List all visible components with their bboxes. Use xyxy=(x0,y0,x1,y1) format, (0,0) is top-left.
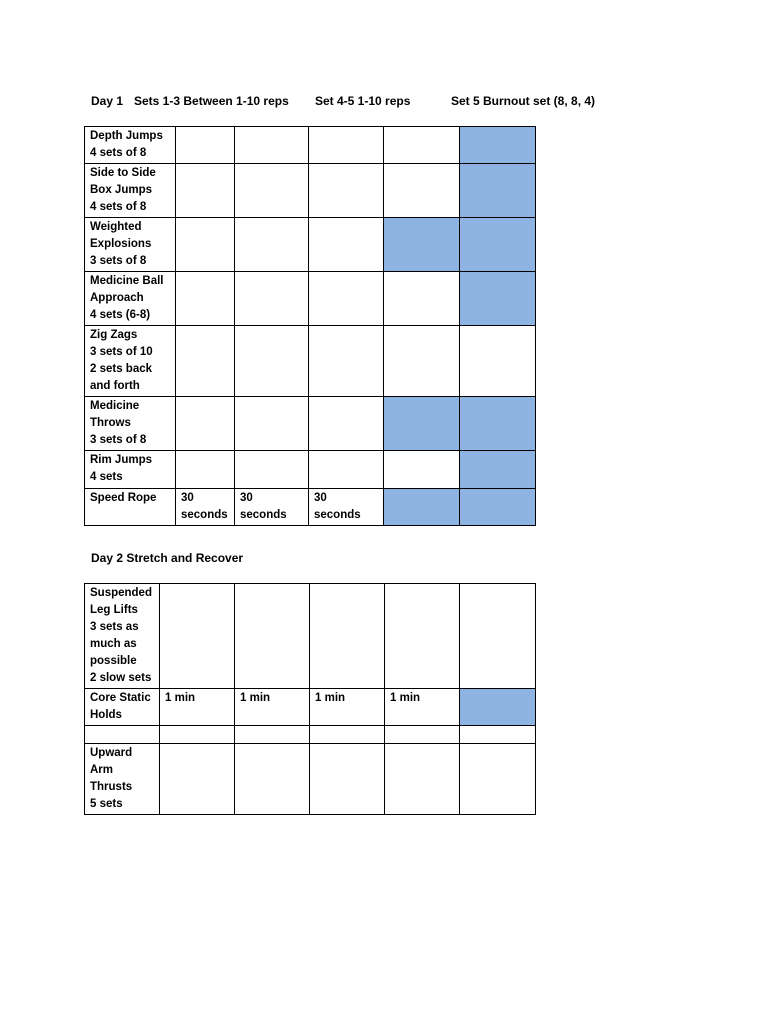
exercise-label: Rim Jumps 4 sets xyxy=(85,451,176,489)
exercise-label: Speed Rope xyxy=(85,489,176,526)
day1-heading xyxy=(91,94,611,110)
exercise-label: Medicine Ball Approach 4 sets (6-8) xyxy=(85,272,176,326)
set-cell xyxy=(384,164,460,218)
table-row xyxy=(85,397,536,451)
set-cell xyxy=(460,744,536,815)
set-cell xyxy=(235,326,309,397)
table-row xyxy=(85,584,536,689)
set-cell xyxy=(309,326,384,397)
set-cell xyxy=(385,726,460,744)
set-cell xyxy=(310,744,385,815)
set-cell xyxy=(384,218,460,272)
set-cell xyxy=(460,272,536,326)
set-cell: 1 min xyxy=(160,689,235,726)
set-cell: 30 seconds xyxy=(309,489,384,526)
set-cell: 1 min xyxy=(385,689,460,726)
set-cell xyxy=(460,726,536,744)
table-row xyxy=(85,451,536,489)
table-row xyxy=(85,218,536,272)
set-cell: 30 seconds xyxy=(235,489,309,526)
set-cell xyxy=(460,127,536,164)
exercise-label: Suspended Leg Lifts 3 sets as much as possible 2 slow sets xyxy=(85,584,160,689)
day1-label: Day 1 xyxy=(91,94,124,108)
set-cell xyxy=(176,272,235,326)
table-row xyxy=(85,272,536,326)
set-cell xyxy=(460,489,536,526)
set-cell xyxy=(176,218,235,272)
set-cell xyxy=(235,584,310,689)
set-cell xyxy=(235,218,309,272)
exercise-label: Weighted Explosions 3 sets of 8 xyxy=(85,218,176,272)
set-cell xyxy=(384,127,460,164)
set-cell xyxy=(176,397,235,451)
set-cell xyxy=(385,744,460,815)
exercise-label: Depth Jumps 4 sets of 8 xyxy=(85,127,176,164)
set-cell xyxy=(460,164,536,218)
table-row xyxy=(85,726,536,744)
set-cell xyxy=(160,744,235,815)
set-cell xyxy=(460,218,536,272)
set-cell xyxy=(309,218,384,272)
exercise-label: Core Static Holds xyxy=(85,689,160,726)
set-cell xyxy=(235,726,310,744)
set-cell xyxy=(384,489,460,526)
table-row xyxy=(85,744,536,815)
set-cell xyxy=(384,272,460,326)
set-cell xyxy=(460,689,536,726)
set-cell xyxy=(309,272,384,326)
day2-workout-table xyxy=(84,583,536,815)
set-cell xyxy=(309,397,384,451)
exercise-label: Medicine Throws 3 sets of 8 xyxy=(85,397,176,451)
set-cell xyxy=(235,272,309,326)
set-cell xyxy=(176,164,235,218)
set-cell xyxy=(460,584,536,689)
set-cell xyxy=(160,584,235,689)
set-cell xyxy=(385,584,460,689)
set-cell xyxy=(310,726,385,744)
set-cell xyxy=(384,451,460,489)
set-cell: 1 min xyxy=(235,689,310,726)
table-row xyxy=(85,127,536,164)
set-cell xyxy=(309,127,384,164)
sets-4-5-label: Set 4-5 1-10 reps xyxy=(315,94,411,108)
set-cell xyxy=(176,326,235,397)
set-cell xyxy=(384,397,460,451)
exercise-label: Zig Zags 3 sets of 10 2 sets back and forth xyxy=(85,326,176,397)
set-cell xyxy=(235,744,310,815)
set-cell xyxy=(460,397,536,451)
set-5-label: Set 5 Burnout set (8, 8, 4) xyxy=(451,94,596,108)
set-cell xyxy=(310,584,385,689)
sets-1-3-label: Sets 1-3 Between 1-10 reps xyxy=(134,94,289,108)
set-cell xyxy=(235,164,309,218)
set-cell xyxy=(460,326,536,397)
set-cell: 1 min xyxy=(310,689,385,726)
table-row xyxy=(85,164,536,218)
set-cell xyxy=(235,451,309,489)
set-cell xyxy=(460,451,536,489)
set-cell xyxy=(160,726,235,744)
set-cell: 30 seconds xyxy=(176,489,235,526)
set-cell xyxy=(309,451,384,489)
exercise-label: Side to Side Box Jumps 4 sets of 8 xyxy=(85,164,176,218)
day1-workout-table xyxy=(84,126,536,526)
table-row xyxy=(85,326,536,397)
set-cell xyxy=(176,127,235,164)
day2-heading: Day 2 Stretch and Recover xyxy=(91,551,244,565)
set-cell xyxy=(235,397,309,451)
table-row xyxy=(85,489,536,526)
set-cell xyxy=(235,127,309,164)
set-cell xyxy=(309,164,384,218)
exercise-label: Upward Arm Thrusts 5 sets xyxy=(85,744,160,815)
set-cell xyxy=(176,451,235,489)
set-cell xyxy=(384,326,460,397)
table-row xyxy=(85,689,536,726)
exercise-label xyxy=(85,726,160,744)
